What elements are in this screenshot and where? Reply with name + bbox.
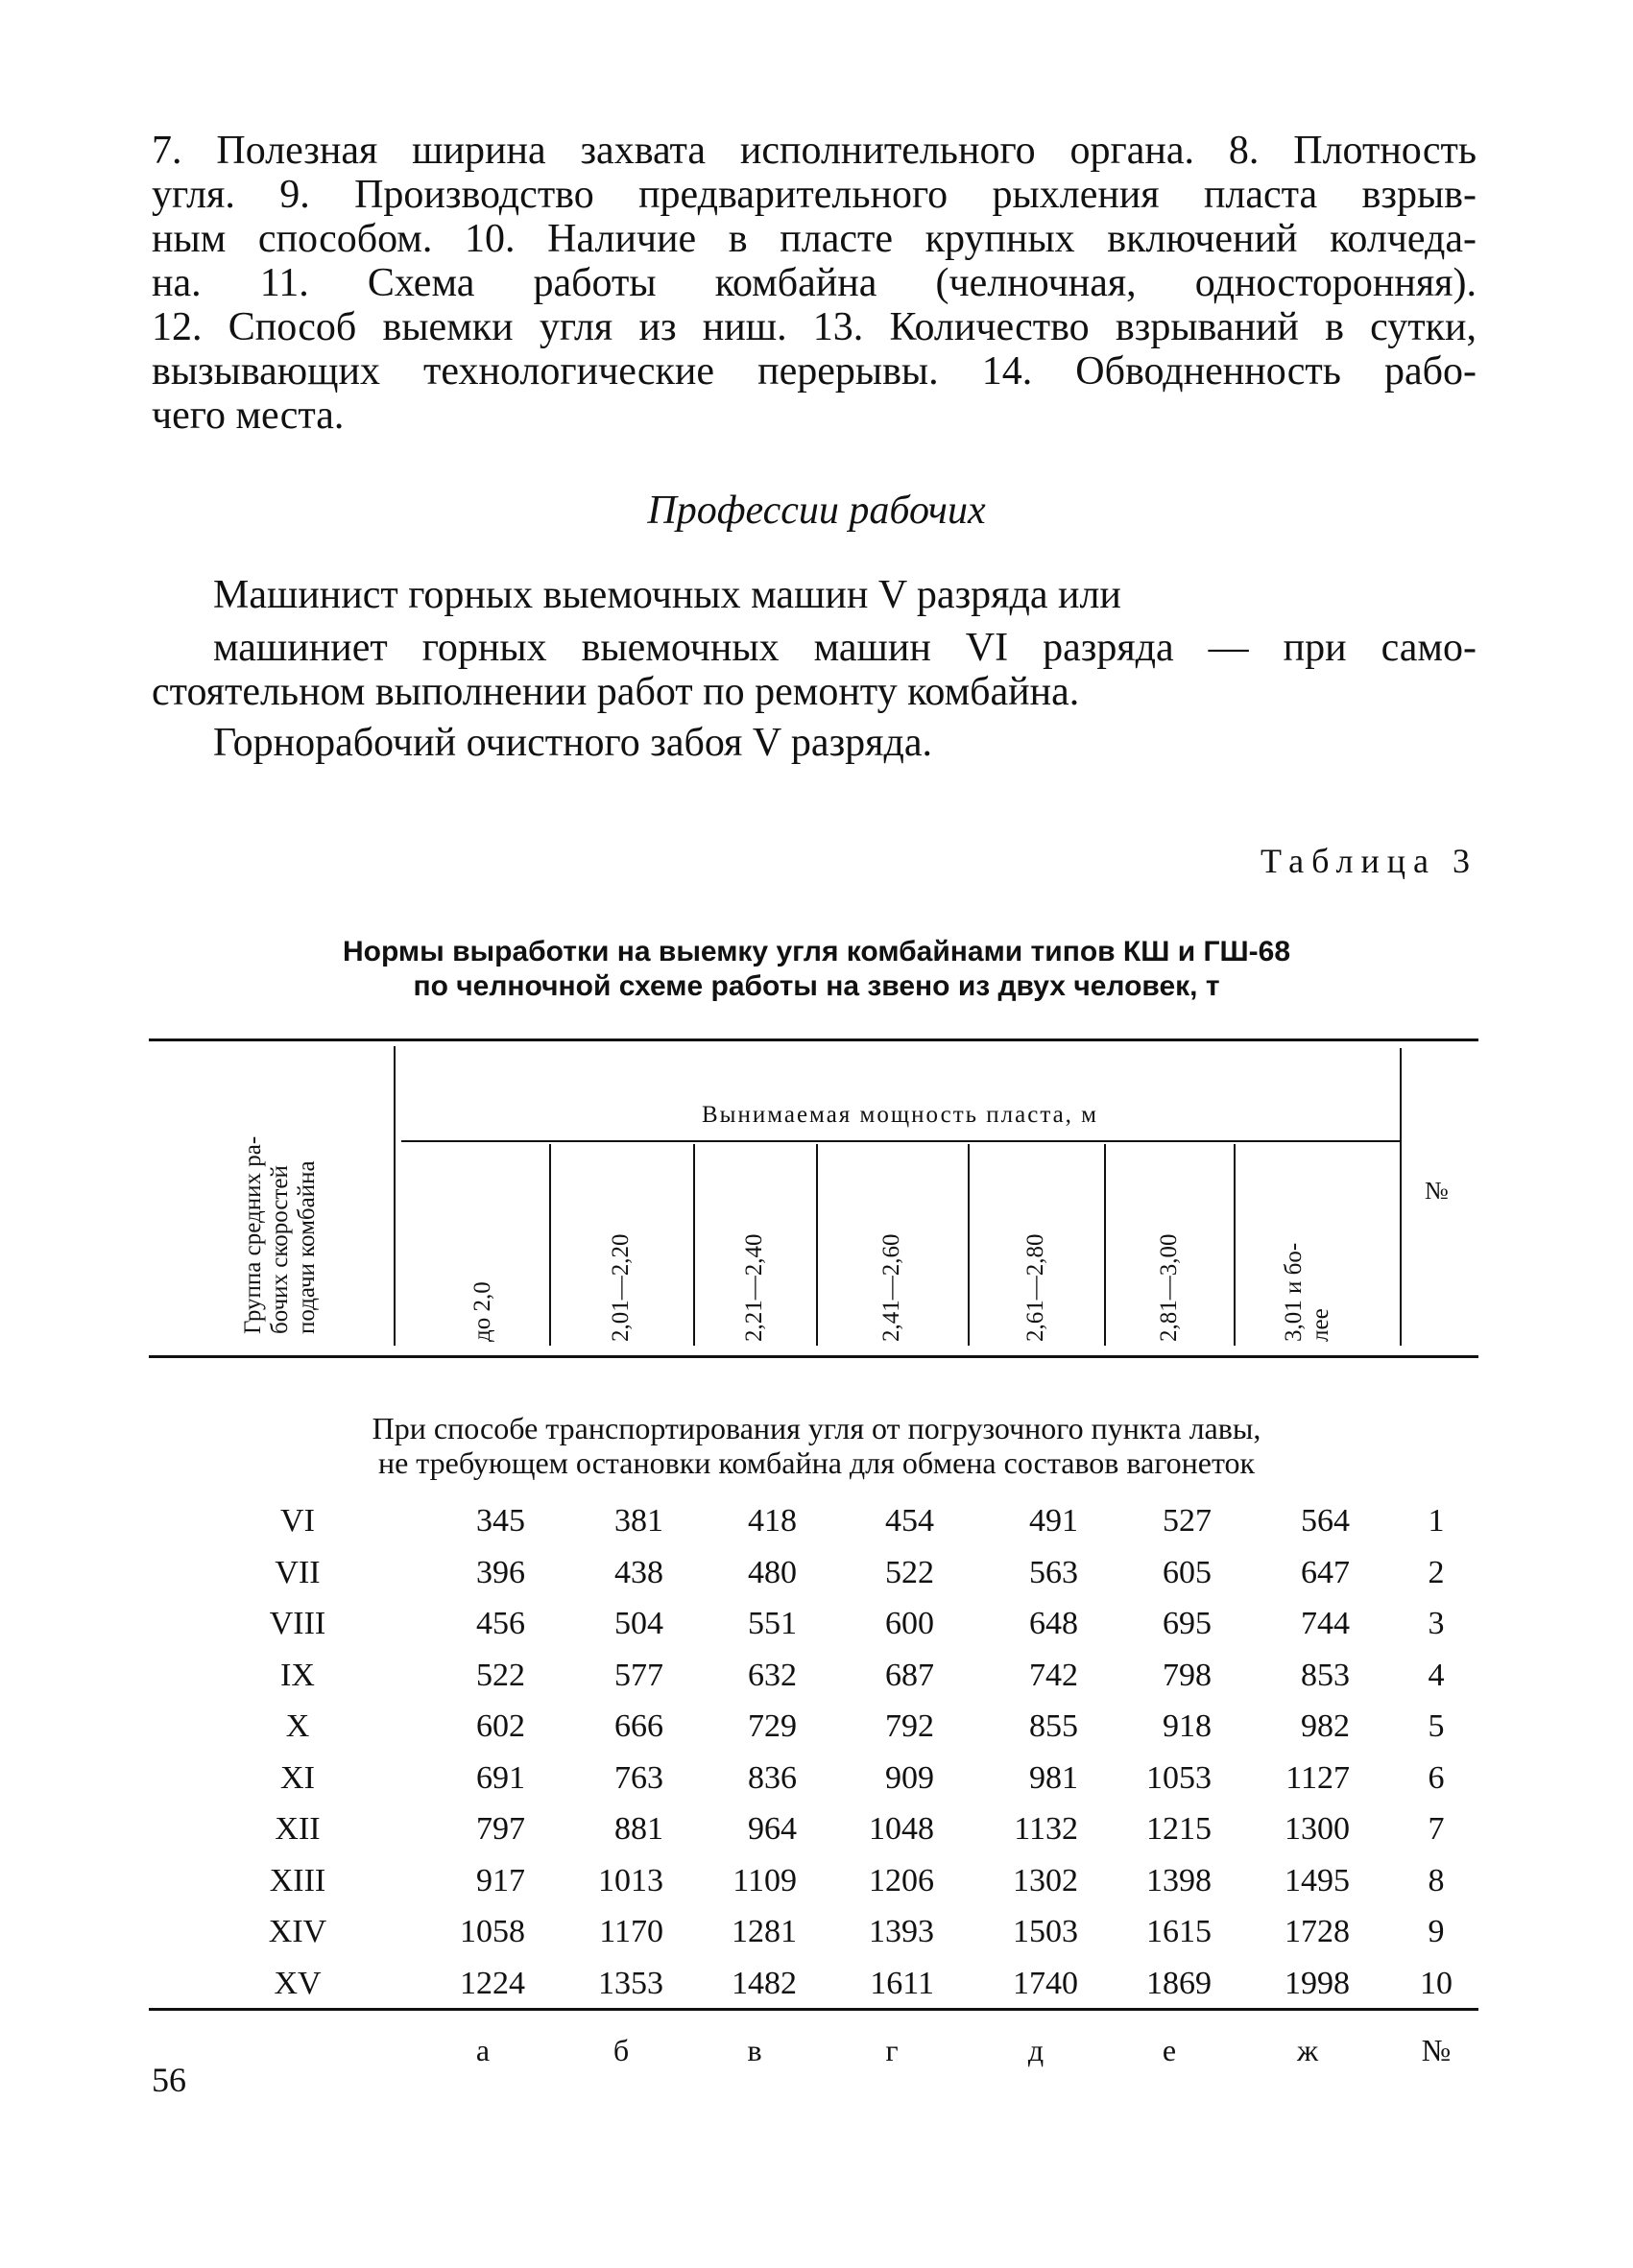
column-divider bbox=[394, 1046, 396, 1346]
table-cell: 687 bbox=[885, 1658, 934, 1693]
table-cell: 396 bbox=[476, 1555, 525, 1590]
table-cell: 551 bbox=[748, 1606, 797, 1641]
table-cell: 522 bbox=[885, 1555, 934, 1590]
column-divider bbox=[816, 1144, 818, 1346]
table-cell: 729 bbox=[748, 1708, 797, 1744]
table-top-rule bbox=[149, 1039, 1478, 1041]
thickness-column-header: 2,01—2,20 bbox=[608, 1233, 634, 1342]
table-cell: 981 bbox=[1029, 1760, 1078, 1796]
table-cell: 527 bbox=[1163, 1503, 1212, 1539]
row-group: VI bbox=[280, 1503, 315, 1539]
table-cell: 1503 bbox=[1013, 1914, 1078, 1949]
profession-line: Горнорабочий очистного забоя V разряда. bbox=[213, 721, 932, 765]
table-cell: 1053 bbox=[1146, 1760, 1212, 1796]
column-letter: е bbox=[1162, 2033, 1177, 2067]
table-cell: 964 bbox=[748, 1811, 797, 1847]
column-letter: б bbox=[612, 2033, 630, 2067]
table-cell: 605 bbox=[1163, 1555, 1212, 1590]
table-cell: 1353 bbox=[598, 1966, 663, 2001]
table-cell: 792 bbox=[885, 1708, 934, 1744]
profession-paragraph bbox=[152, 626, 1477, 714]
table-bottom-rule bbox=[149, 2008, 1478, 2011]
table-cell: 742 bbox=[1029, 1658, 1078, 1693]
table-cell: 1300 bbox=[1285, 1811, 1350, 1847]
table-cell: 798 bbox=[1163, 1658, 1212, 1693]
table-cell: 1302 bbox=[1013, 1863, 1078, 1898]
table-section-note-line2: не требующем остановки комбайна для обмена составов вагонеток bbox=[377, 1445, 1256, 1480]
row-number: 9 bbox=[1428, 1914, 1445, 1949]
table-cell: 909 bbox=[885, 1760, 934, 1796]
table-title-line2: по челночной схеме работы на звено из двух человек, т bbox=[413, 970, 1220, 1002]
table-cell: 836 bbox=[748, 1760, 797, 1796]
row-number: 4 bbox=[1428, 1658, 1445, 1693]
table-cell: 1482 bbox=[732, 1966, 797, 2001]
table-cell: 1740 bbox=[1013, 1966, 1078, 2001]
group-header-line: бочих скоростей bbox=[267, 1165, 293, 1334]
profession-line: стоятельном выполнении работ по ремонту комбайна. bbox=[152, 670, 1080, 714]
number-column-header: № bbox=[1425, 1177, 1449, 1205]
table-cell: 763 bbox=[614, 1760, 663, 1796]
thickness-column-header: 2,41—2,60 bbox=[878, 1233, 904, 1342]
footer-number-label: № bbox=[1421, 2033, 1452, 2067]
professions-heading: Профессии рабочих bbox=[647, 489, 986, 533]
intro-line: 7. Полезная ширина захвата исполнительного органа. 8. Плотность bbox=[152, 129, 1477, 173]
table-cell: 381 bbox=[614, 1503, 663, 1539]
intro-line: 12. Способ выемки угля из ниш. 13. Количество взрываний в сутки, bbox=[152, 305, 1477, 349]
table-cell: 647 bbox=[1301, 1555, 1350, 1590]
intro-line: на. 11. Схема работы комбайна (челночная, односторонняя). bbox=[152, 261, 1477, 305]
table-cell: 345 bbox=[476, 1503, 525, 1539]
table-cell: 1206 bbox=[869, 1863, 934, 1898]
table-cell: 648 bbox=[1029, 1606, 1078, 1641]
table-cell: 577 bbox=[614, 1658, 663, 1693]
table-cell: 1998 bbox=[1285, 1966, 1350, 2001]
intro-line: вызывающих технологические перерывы. 14. Обводненность рабо- bbox=[152, 349, 1477, 394]
table-cell: 1224 bbox=[460, 1966, 525, 2001]
column-divider bbox=[693, 1144, 695, 1346]
table-cell: 1048 bbox=[869, 1811, 934, 1847]
row-group: VIII bbox=[269, 1606, 326, 1641]
row-number: 2 bbox=[1428, 1555, 1445, 1590]
table-cell: 918 bbox=[1163, 1708, 1212, 1744]
table-cell: 853 bbox=[1301, 1658, 1350, 1693]
group-header-line: подачи комбайна bbox=[294, 1160, 320, 1334]
thickness-column-header: до 2,0 bbox=[469, 1281, 495, 1342]
table-cell: 491 bbox=[1029, 1503, 1078, 1539]
column-divider bbox=[1104, 1144, 1106, 1346]
table-cell: 1398 bbox=[1146, 1863, 1212, 1898]
column-divider bbox=[968, 1144, 970, 1346]
row-number: 8 bbox=[1428, 1863, 1445, 1898]
group-header-line: Группа средних ра- bbox=[240, 1135, 266, 1334]
profession-line: машиниет горных выемочных машин VI разряда — при само- bbox=[213, 626, 1477, 670]
table-section-note-line1: При способе транспортирования угля от погрузочного пункта лавы, bbox=[372, 1411, 1261, 1445]
table-cell: 1611 bbox=[870, 1966, 934, 2001]
row-group: XIV bbox=[268, 1914, 327, 1949]
table-cell: 1013 bbox=[598, 1863, 663, 1898]
row-number: 3 bbox=[1428, 1606, 1445, 1641]
table-cell: 600 bbox=[885, 1606, 934, 1641]
column-divider bbox=[1234, 1144, 1236, 1346]
row-group: XV bbox=[274, 1966, 322, 2001]
intro-paragraph bbox=[152, 129, 1477, 438]
table-cell: 1615 bbox=[1146, 1914, 1212, 1949]
table-cell: 1170 bbox=[599, 1914, 663, 1949]
table-cell: 454 bbox=[885, 1503, 934, 1539]
intro-line: ным способом. 10. Наличие в пласте крупных включений колчеда- bbox=[152, 217, 1477, 261]
row-group: VII bbox=[275, 1555, 321, 1590]
thickness-header: Вынимаемая мощность пласта, м bbox=[701, 1102, 1098, 1128]
row-group: XI bbox=[280, 1760, 315, 1796]
column-letter: а bbox=[475, 2033, 491, 2067]
column-letter: д bbox=[1027, 2033, 1045, 2067]
table-label: Таблица 3 bbox=[1261, 842, 1477, 880]
table-cell: 504 bbox=[614, 1606, 663, 1641]
table-cell: 1132 bbox=[1014, 1811, 1078, 1847]
table-cell: 691 bbox=[476, 1760, 525, 1796]
table-header-bottom-rule bbox=[149, 1355, 1478, 1358]
row-group: XII bbox=[275, 1811, 321, 1847]
table-cell: 1215 bbox=[1146, 1811, 1212, 1847]
profession-line: Машинист горных выемочных машин V разряда или bbox=[213, 573, 1121, 617]
table-cell: 1058 bbox=[460, 1914, 525, 1949]
thickness-column-header: лее bbox=[1308, 1308, 1333, 1342]
page-number: 56 bbox=[152, 2061, 186, 2099]
table-cell: 881 bbox=[614, 1811, 663, 1847]
table-cell: 456 bbox=[476, 1606, 525, 1641]
table-cell: 1393 bbox=[869, 1914, 934, 1949]
thickness-column-header: 2,81—3,00 bbox=[1156, 1233, 1182, 1342]
column-divider bbox=[549, 1144, 551, 1346]
column-divider bbox=[1400, 1048, 1402, 1346]
table-cell: 1495 bbox=[1285, 1863, 1350, 1898]
row-number: 10 bbox=[1420, 1966, 1453, 2001]
table-cell: 602 bbox=[476, 1708, 525, 1744]
table-cell: 418 bbox=[748, 1503, 797, 1539]
table-cell: 480 bbox=[748, 1555, 797, 1590]
column-letter: ж bbox=[1296, 2033, 1319, 2067]
row-group: XIII bbox=[269, 1863, 326, 1898]
intro-line: чего места. bbox=[152, 394, 345, 438]
row-number: 1 bbox=[1428, 1503, 1445, 1539]
column-letter: в bbox=[747, 2033, 762, 2067]
table-cell: 1127 bbox=[1285, 1760, 1350, 1796]
table-cell: 695 bbox=[1163, 1606, 1212, 1641]
row-group: X bbox=[285, 1708, 310, 1744]
table-cell: 797 bbox=[476, 1811, 525, 1847]
thickness-column-header: 3,01 и бо- bbox=[1281, 1242, 1307, 1342]
row-number: 6 bbox=[1428, 1760, 1445, 1796]
table-cell: 666 bbox=[614, 1708, 663, 1744]
table-cell: 522 bbox=[476, 1658, 525, 1693]
table-cell: 632 bbox=[748, 1658, 797, 1693]
table-cell: 855 bbox=[1029, 1708, 1078, 1744]
table-cell: 1869 bbox=[1146, 1966, 1212, 2001]
table-cell: 564 bbox=[1301, 1503, 1350, 1539]
table-title-line1: Нормы выработки на выемку угля комбайнами типов КШ и ГШ-68 bbox=[343, 936, 1290, 967]
row-number: 7 bbox=[1428, 1811, 1445, 1847]
column-letter: г bbox=[885, 2033, 899, 2067]
table-cell: 982 bbox=[1301, 1708, 1350, 1744]
thickness-column-header: 2,61—2,80 bbox=[1022, 1233, 1048, 1342]
table-cell: 917 bbox=[476, 1863, 525, 1898]
thickness-header-rule bbox=[401, 1140, 1402, 1142]
table-cell: 1728 bbox=[1285, 1914, 1350, 1949]
intro-line: угля. 9. Производство предварительного рыхления пласта взрыв- bbox=[152, 173, 1477, 217]
table-cell: 744 bbox=[1301, 1606, 1350, 1641]
table-cell: 438 bbox=[614, 1555, 663, 1590]
thickness-column-header: 2,21—2,40 bbox=[741, 1233, 767, 1342]
table-cell: 1281 bbox=[732, 1914, 797, 1949]
row-group: IX bbox=[280, 1658, 315, 1693]
row-number: 5 bbox=[1428, 1708, 1445, 1744]
table-cell: 563 bbox=[1029, 1555, 1078, 1590]
table-cell: 1109 bbox=[732, 1863, 797, 1898]
